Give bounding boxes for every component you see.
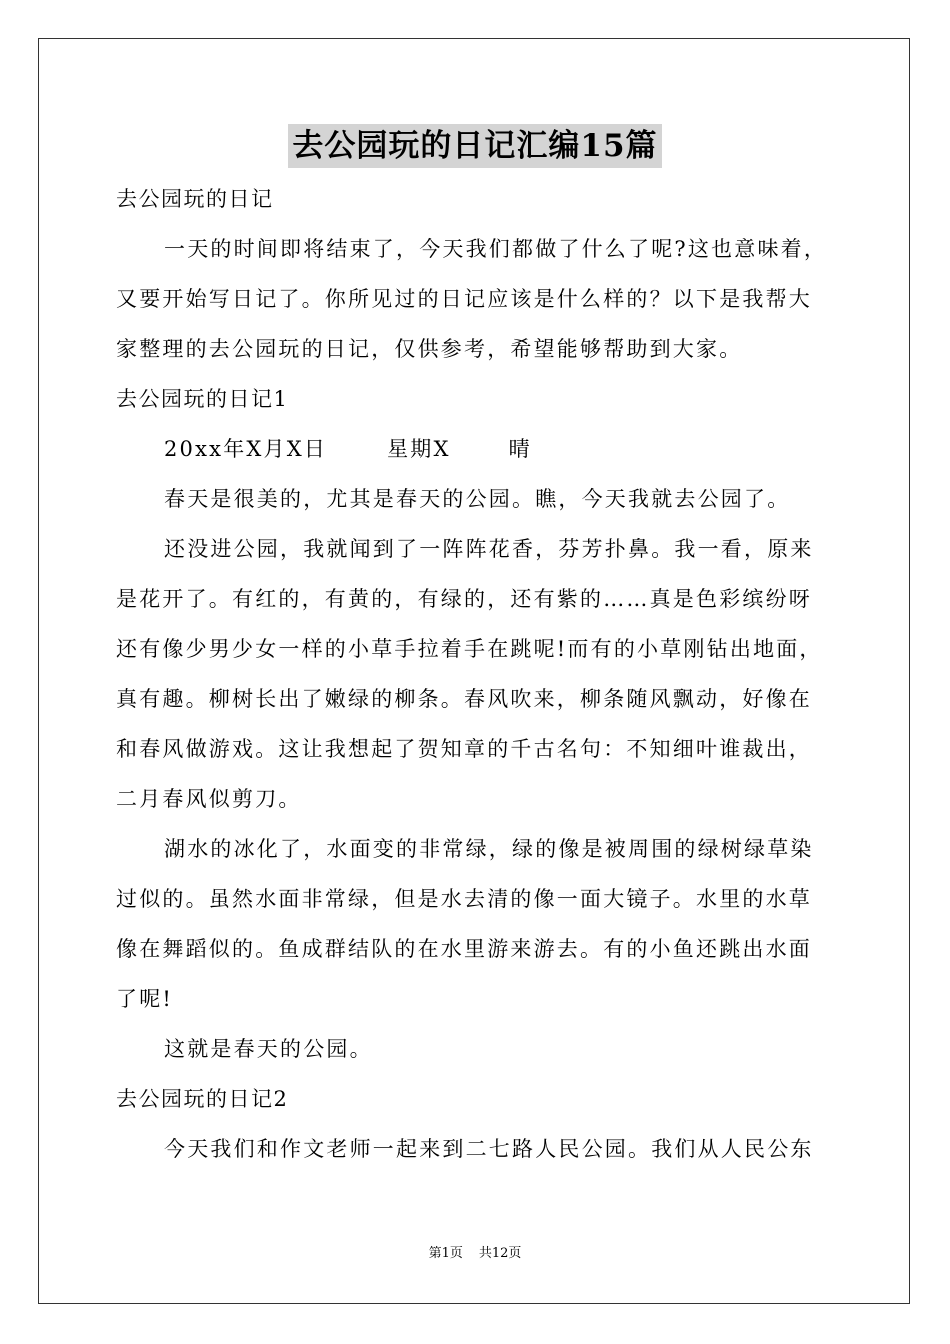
paragraph-line: 像在舞蹈似的。鱼成群结队的在水里游来游去。有的小鱼还跳出水面 xyxy=(116,937,812,961)
paragraph-line: 还没进公园，我就闻到了一阵阵花香，芬芳扑鼻。我一看，原来 xyxy=(164,537,814,561)
paragraph-line: 又要开始写日记了。你所见过的日记应该是什么样的？以下是我帮大 xyxy=(116,287,812,311)
paragraph-line: 过似的。虽然水面非常绿，但是水去清的像一面大镜子。水里的水草 xyxy=(116,887,812,911)
page-total: 共12页 xyxy=(478,1246,522,1261)
document-title: 去公园玩的日记汇编15篇 xyxy=(288,124,661,168)
paragraph-line: 和春风做游戏。这让我想起了贺知章的千古名句：不知细叶谁裁出， xyxy=(116,737,812,761)
diary-date-line xyxy=(116,424,836,474)
diary-date: 20xx年X月X日 xyxy=(164,437,328,461)
title-container xyxy=(0,124,950,168)
diary-weather: 晴 xyxy=(508,437,532,461)
paragraph-line: 还有像少男少女一样的小草手拉着手在跳呢!而有的小草刚钻出地面， xyxy=(116,637,823,661)
paragraph-line: 今天我们和作文老师一起来到二七路人民公园。我们从人民公东 xyxy=(164,1137,814,1161)
paragraph-line: 这就是春天的公园。 xyxy=(164,1037,373,1061)
paragraph-line: 二月春风似剪刀。 xyxy=(116,787,302,811)
paragraph-line: 家整理的去公园玩的日记，仅供参考，希望能够帮助到大家。 xyxy=(116,337,743,361)
paragraph-line: 了呢! xyxy=(116,987,174,1011)
diary-1-heading: 去公园玩的日记1 xyxy=(116,387,289,411)
paragraph-line: 湖水的冰化了，水面变的非常绿，绿的像是被周围的绿树绿草染 xyxy=(164,837,814,861)
diary-2-heading: 去公园玩的日记2 xyxy=(116,1087,289,1111)
paragraph-line: 一天的时间即将结束了，今天我们都做了什么了呢?这也意味着， xyxy=(164,237,828,261)
page-footer xyxy=(0,1245,950,1263)
paragraph-line: 真有趣。柳树长出了嫩绿的柳条。春风吹来，柳条随风飘动，好像在 xyxy=(116,687,812,711)
document-body xyxy=(116,174,836,1174)
paragraph-line: 是花开了。有红的，有黄的，有绿的，还有紫的……真是色彩缤纷呀 xyxy=(116,587,812,611)
intro-heading: 去公园玩的日记 xyxy=(116,187,274,211)
page-number: 第1页 xyxy=(428,1246,463,1261)
diary-weekday: 星期X xyxy=(387,437,451,461)
paragraph-line: 春天是很美的，尤其是春天的公园。瞧，今天我就去公园了。 xyxy=(164,487,791,511)
